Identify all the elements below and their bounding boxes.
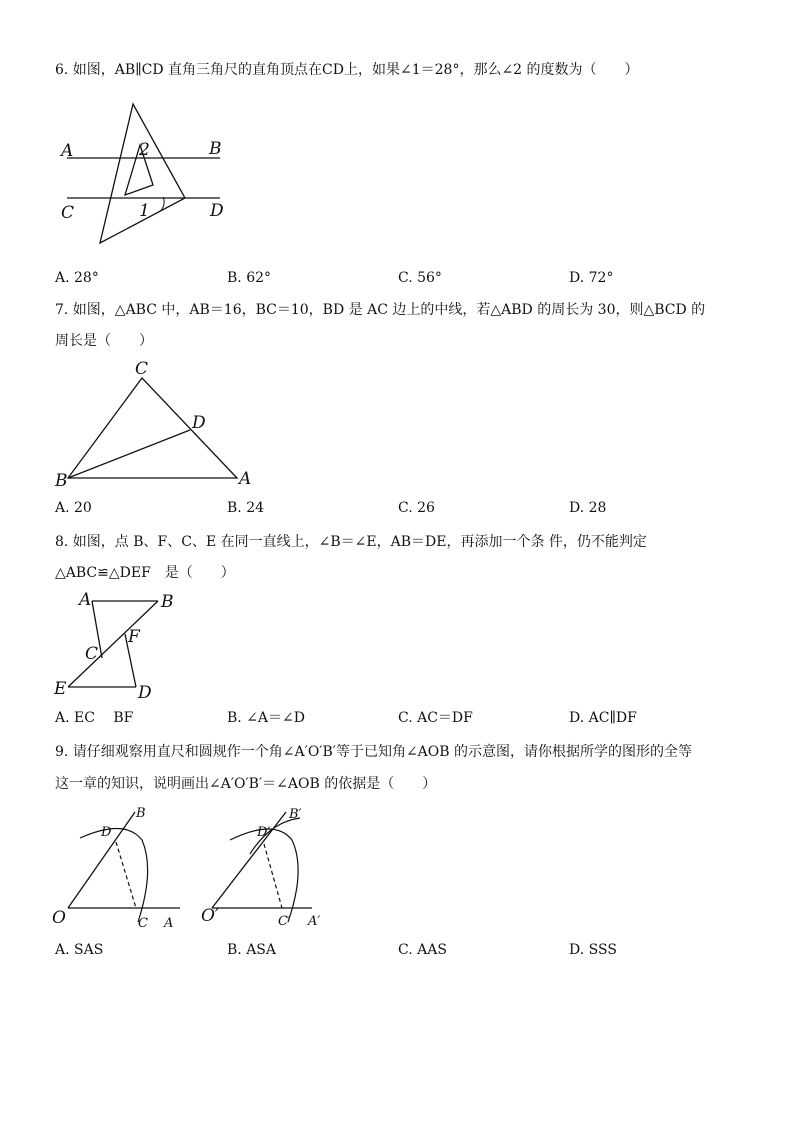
q7-option-c[interactable]: C. 26 bbox=[398, 500, 435, 516]
q8-label-f: F bbox=[128, 627, 140, 647]
q8-stem-line2: △ABC≌△DEF 是（ ） bbox=[55, 565, 235, 581]
q6-figure bbox=[55, 100, 255, 250]
q9-label-b-prime: B′ bbox=[289, 807, 302, 822]
q8-label-b: B bbox=[161, 592, 174, 612]
q7-label-a: A bbox=[239, 469, 252, 489]
q8-label-c: C bbox=[85, 644, 99, 664]
q6-angle-1: 1 bbox=[139, 201, 150, 221]
q6-label-c: C bbox=[61, 203, 75, 223]
q9-stem-line2: 这一章的知识，说明画出∠A′O′B′＝∠AOB 的依据是（ ） bbox=[55, 776, 437, 792]
q8-option-d[interactable]: D. AC∥DF bbox=[569, 710, 637, 726]
q9-label-d-prime: D′ bbox=[257, 825, 271, 840]
q8-label-e: E bbox=[54, 679, 67, 699]
q9-option-c[interactable]: C. AAS bbox=[398, 942, 447, 958]
q8-figure bbox=[50, 590, 190, 705]
q6-option-a[interactable]: A. 28° bbox=[55, 270, 99, 286]
q9-option-a[interactable]: A. SAS bbox=[55, 942, 104, 958]
q7-figure bbox=[55, 360, 255, 490]
q7-option-b[interactable]: B. 24 bbox=[227, 500, 265, 516]
q7-option-a[interactable]: A. 20 bbox=[55, 500, 92, 516]
q9-label-o: O bbox=[52, 908, 66, 928]
q9-label-b: B bbox=[136, 806, 146, 821]
q6-label-b: B bbox=[209, 139, 222, 159]
q9-figure bbox=[50, 800, 360, 935]
q6-label-a: A bbox=[61, 141, 74, 161]
q6-option-b[interactable]: B. 62° bbox=[227, 270, 272, 286]
q6-option-c[interactable]: C. 56° bbox=[398, 270, 442, 286]
q7-label-d: D bbox=[192, 413, 206, 433]
q8-label-d: D bbox=[138, 683, 152, 703]
q7-stem-line1: 7. 如图，△ABC 中，AB＝16，BC＝10，BD 是 AC 边上的中线，若△ABD 的周长为 30，则△BCD 的 bbox=[55, 302, 706, 318]
q9-option-d[interactable]: D. SSS bbox=[569, 942, 617, 958]
q9-label-a-prime: A′ bbox=[308, 914, 321, 929]
q6-option-d[interactable]: D. 72° bbox=[569, 270, 614, 286]
q8-option-c[interactable]: C. AC＝DF bbox=[398, 710, 473, 726]
q7-label-b: B bbox=[55, 471, 68, 491]
q9-label-c: C bbox=[138, 916, 148, 931]
q8-option-a[interactable]: A. EC BF bbox=[55, 710, 134, 726]
q6-stem: 6. 如图，AB∥CD 直角三角尺的直角顶点在CD上，如果∠1＝28°，那么∠2 的度数为（ ） bbox=[55, 62, 639, 78]
q7-stem-line2: 周长是（ ） bbox=[55, 333, 153, 349]
q9-label-c-prime: C′ bbox=[278, 914, 291, 929]
q8-option-b[interactable]: B. ∠A＝∠D bbox=[227, 710, 305, 726]
q9-label-a: A bbox=[164, 916, 174, 931]
q9-label-d: D bbox=[101, 825, 112, 840]
q9-option-b[interactable]: B. ASA bbox=[227, 942, 276, 958]
q9-stem-line1: 9. 请仔细观察用直尺和圆规作一个角∠A′O′B′等于已知角∠AOB 的示意图，请你根据所学的图形的全等 bbox=[55, 744, 693, 760]
q8-stem-line1: 8. 如图，点 B、F、C、E 在同一直线上，∠B＝∠E，AB＝DE，再添加一个条 件，仍不能判定 bbox=[55, 534, 647, 550]
q7-label-c: C bbox=[135, 359, 149, 379]
q6-label-d: D bbox=[210, 201, 224, 221]
q7-option-d[interactable]: D. 28 bbox=[569, 500, 607, 516]
q6-angle-2: 2 bbox=[139, 140, 150, 160]
q8-label-a: A bbox=[79, 590, 92, 610]
q9-label-o-prime: O′ bbox=[201, 906, 219, 926]
